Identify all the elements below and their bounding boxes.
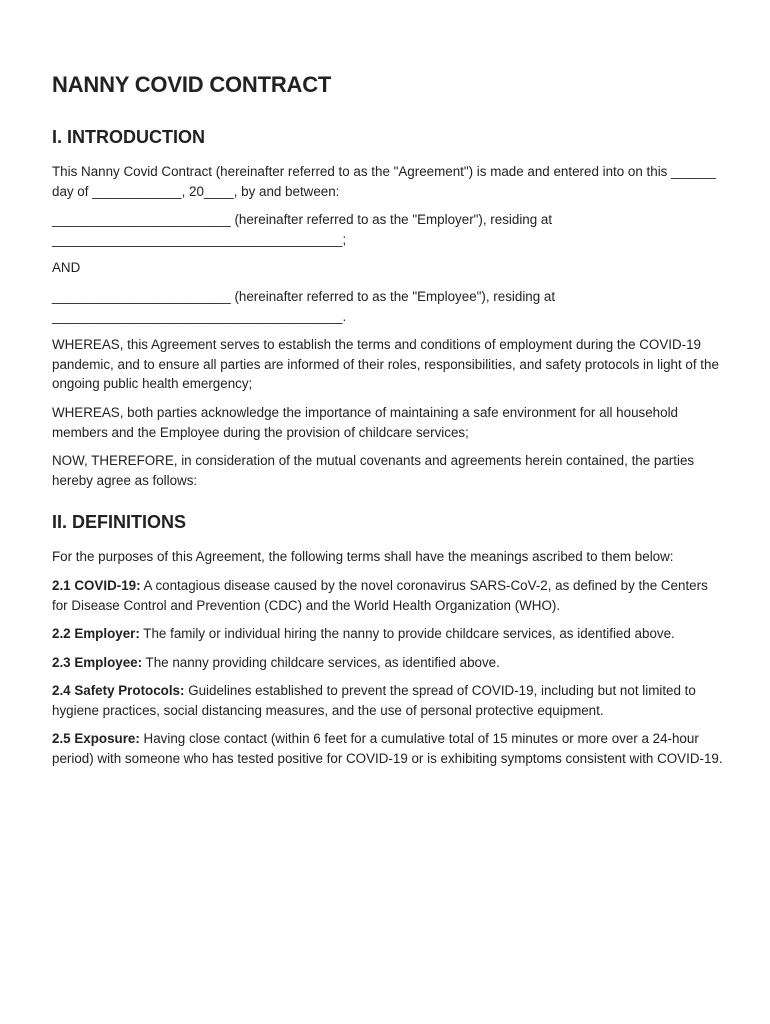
definition-term: 2.5 Exposure: xyxy=(52,731,140,747)
definition-text: Having close contact (within 6 feet for a cumulative total of 15 minutes or more over a 24-hour period) with someone who has tested positive for COVID-19 or is exhibiting symptoms consistent with COVID-19. xyxy=(52,731,723,767)
definition-term: 2.1 COVID-19: xyxy=(52,577,141,593)
definition-text: The nanny providing childcare services, as identified above. xyxy=(142,654,500,670)
definition-text: The family or individual hiring the nanny to provide childcare services, as identified above. xyxy=(139,626,675,642)
definitions-intro-paragraph: For the purposes of this Agreement, the following terms shall have the meanings ascribed to them below: xyxy=(52,549,674,565)
whereas-paragraph-2: WHEREAS, both parties acknowledge the importance of maintaining a safe environment for all household members and the Employee during the provision of childcare services; xyxy=(52,404,678,440)
employee-line: ________________________ (hereinafter referred to as the "Employee"), residing at _______________________________________. xyxy=(52,288,556,324)
definition-text: Guidelines established to prevent the spread of COVID-19, including but not limited to hygiene practices, social distancing measures, and the use of personal protective equipment. xyxy=(52,683,696,718)
section-heading-definitions: II. DEFINITIONS xyxy=(52,512,187,533)
definition-term: 2.3 Employee: xyxy=(52,654,143,670)
definition-term: 2.2 Employer: xyxy=(52,626,140,642)
document-title: NANNY COVID CONTRACT xyxy=(52,72,332,97)
definition-item xyxy=(52,653,724,673)
definition-item xyxy=(52,729,724,768)
employer-line: ________________________ (hereinafter referred to as the "Employer"), residing at _______________________________________; xyxy=(52,212,553,247)
definition-item xyxy=(52,576,724,615)
document-page xyxy=(52,70,724,778)
and-separator: AND xyxy=(52,260,81,276)
whereas-paragraph-1: WHEREAS, this Agreement serves to establish the terms and conditions of employment during the COVID-19 pandemic, and to ensure all parties are informed of their roles, responsibilities, and safety protocols in light of the ongoing public health emergency; xyxy=(52,337,719,392)
definition-item xyxy=(52,681,724,720)
now-therefore-paragraph: NOW, THEREFORE, in consideration of the mutual covenants and agreements herein contained, the parties hereby agree as follows: xyxy=(52,453,695,488)
definition-term: 2.4 Safety Protocols: xyxy=(52,683,185,699)
definition-item xyxy=(52,624,724,644)
definition-text: A contagious disease caused by the novel coronavirus SARS-CoV-2, as defined by the Centers for Disease Control and Prevention (CDC) and the World Health Organization (WHO). xyxy=(52,577,708,613)
section-heading-introduction: I. INTRODUCTION xyxy=(52,127,205,147)
intro-opening-paragraph: This Nanny Covid Contract (hereinafter referred to as the "Agreement") is made and entered into on this ______ day of ____________, 20____, by and between: xyxy=(52,164,716,199)
